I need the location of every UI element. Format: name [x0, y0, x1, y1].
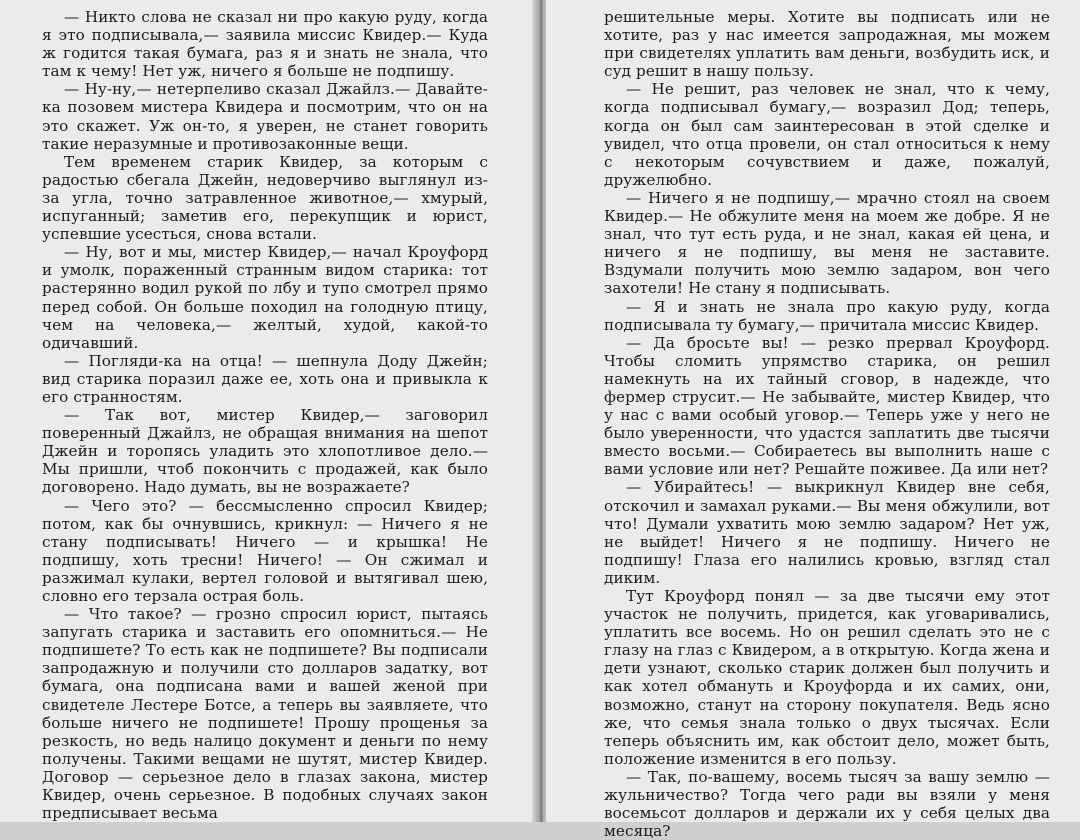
right-page-text	[604, 8, 1050, 840]
paragraph: — Что такое? — грозно спросил юрист, пытаясь запугать старика и заставить его опомниться.— Не подпишете? То есть как не подпишете? Вы подписали запродажную и получили сто долларов задатку, вот бумага, она подписана вами и вашей женой при свидетеле Лестере Ботсе, а теперь вы заявляете, что больше ничего не подпишете! Прошу прощенья за резкость, но ведь налицо документ и деньги по нему получены. Такими вещами не шутят, мистер Квидер. Договор — серьезное дело в глазах закона, мистер Квидер, очень серьезное. В подобных случаях закон предписывает весьма	[42, 605, 488, 823]
paragraph: — Чего это? — бессмысленно спросил Квидер; потом, как бы очнувшись, крикнул: — Ничего я не стану подписывать! Ничего — и крышка! Не подпишу, хоть тресни! Ничего! — Он сжимал и разжимал кулаки, вертел головой и вытягивал шею, словно его терзала острая боль.	[42, 496, 488, 605]
paragraph: Тут Кроуфорд понял — за две тысячи ему этот участок не получить, придется, как уговаривались, уплатить все восемь. Но он решил сделать это не с глазу на глаз с Квидером, а в открытую. Когда жена и дети узнают, сколько старик должен был получить и как хотел обмануть и Кроуфорда и их самих, они, возможно, станут на сторону покупателя. Ведь ясно же, что семья знала только о двух тысячах. Если теперь объяснить им, как обстоит дело, может быть, положение изменится в его пользу.	[604, 587, 1050, 768]
paragraph: — Так, по-вашему, восемь тысяч за вашу землю — жульничество? Тогда чего ради вы взяли у меня восемьсот долларов и держали их у себя целых два месяца?	[604, 767, 1050, 840]
paragraph: — Так вот, мистер Квидер,— заговорил поверенный Джайлз, не обращая внимания на шепот Джейн и торопясь уладить это хлопотливое дело.— Мы пришли, чтоб покончить с продажей, как было договорено. Надо думать, вы не возражаете?	[42, 406, 488, 497]
paragraph: — Я и знать не знала про какую руду, когда подписывала ту бумагу,— причитала миссис Квидер.	[604, 297, 1050, 334]
right-page	[546, 0, 1080, 840]
left-page	[0, 0, 536, 822]
paragraph: — Не решит, раз человек не знал, что к чему, когда подписывал бумагу,— возразил Дод; теперь, когда он был сам заинтересован в этой сделке и увидел, что отца провели, он стал относиться к нему с некоторым сочувствием и даже, пожалуй, дружелюбно.	[604, 80, 1050, 189]
paragraph: — Да бросьте вы! — резко прервал Кроуфорд. Чтобы сломить упрямство старика, он решил намекнуть на их тайный сговор, в надежде, что фермер струсит.— Не забывайте, мистер Квидер, что у нас с вами особый уговор.— Теперь уже у него не было уверенности, что удастся заплатить две тысячи вместо восьми.— Собираетесь вы выполнить наше с вами условие или нет? Решайте поживее. Да или нет?	[604, 333, 1050, 479]
left-page-text	[42, 8, 488, 822]
paragraph: — Никто слова не сказал ни про какую руду, когда я это подписывала,— заявила миссис Квидер.— Куда ж годится такая бумага, раз я и знать не знала, что там к чему! Нет уж, ничего я больше не подпишу.	[42, 8, 488, 81]
paragraph: Тем временем старик Квидер, за которым с радостью сбегала Джейн, недоверчиво выглянул из-за угла, точно затравленное животное,— хмурый, испуганный; заметив его, перекупщик и юрист, успевшие усесться, снова встали.	[42, 152, 488, 244]
paragraph: — Ничего я не подпишу,— мрачно стоял на своем Квидер.— Не обжулите меня на моем же добре. Я не знал, что тут есть руда, и не знал, какая ей цена, и ничего я не подпишу, вы меня не заставите. Вздумали получить мою землю задаром, вон чего захотели! Не стану я подписывать.	[604, 188, 1050, 298]
paragraph: — Убирайтесь! — выкрикнул Квидер вне себя, отскочил и замахал руками.— Вы меня обжулили, вот что! Думали ухватить мою землю задаром? Нет уж, не выйдет! Ничего я не подпишу. Ничего не подпишу! Глаза его налились кровью, взгляд стал диким.	[604, 478, 1050, 587]
paragraph: решительные меры. Хотите вы подписать или не хотите, раз у нас имеется запродажная, мы можем при свидетелях уплатить вам деньги, возбудить иск, и суд решит в нашу пользу.	[604, 8, 1050, 81]
paragraph: — Погляди-ка на отца! — шепнула Доду Джейн; вид старика поразил даже ее, хоть она и привыкла к его странностям.	[42, 351, 488, 406]
paragraph: — Ну-ну,— нетерпеливо сказал Джайлз.— Давайте-ка позовем мистера Квидера и посмотрим, что он на это скажет. Уж он-то, я уверен, не станет говорить такие неразумные и противозаконные вещи.	[42, 80, 488, 153]
paragraph: — Ну, вот и мы, мистер Квидер,— начал Кроуфорд и умолк, пораженный странным видом старика: тот растерянно водил рукой по лбу и тупо смотрел прямо перед собой. Он больше походил на голодную птицу, чем на человека,— желтый, худой, какой-то одичавший.	[42, 243, 488, 352]
